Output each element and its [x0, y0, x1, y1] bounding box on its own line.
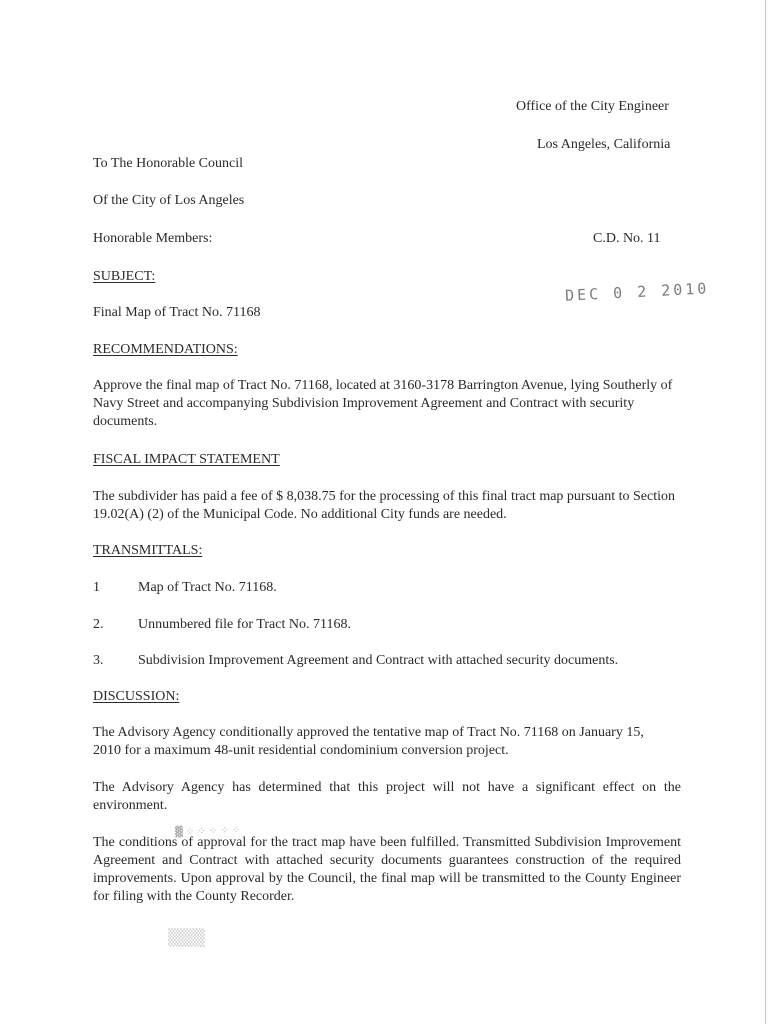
transmittals-heading: TRANSMITTALS:: [93, 543, 203, 558]
stamp-smudge: ▒▒▒: [168, 928, 205, 947]
discussion-paragraph-3: The conditions of approval for the tract map have been fulfilled. Transmitted Subdivision Improvement Agreement and Contract with attached security documents guarantees construction of the required improvements. Upon approval by the Council, the final map will be transmitted to the County Engineer for filing with the County Recorder.: [93, 835, 681, 904]
stamp-smudge: ▓ ⁘ ⁘ ⁘ ⁘ ⁘: [174, 824, 241, 839]
discussion-heading: DISCUSSION:: [93, 689, 180, 704]
recommendations-text: Approve the final map of Tract No. 71168, located at 3160-3178 Barrington Avenue, lying Southerly of Navy Street and accompanying Subdivision Improvement Agreement and Contract with security documents.: [93, 378, 673, 429]
discussion-paragraph-1: The Advisory Agency conditionally approved the tentative map of Tract No. 71168 on January 15, 2010 for a maximum 48-unit residential condominium conversion project.: [93, 725, 644, 758]
transmittal-number: 1: [93, 580, 100, 595]
address-line-2: Of the City of Los Angeles: [93, 193, 245, 208]
date-stamp: DEC 0 2 2010: [564, 279, 710, 305]
subject-text: Final Map of Tract No. 71168: [93, 305, 261, 320]
council-district: C.D. No. 11: [593, 231, 661, 246]
office-title: Office of the City Engineer: [516, 99, 669, 114]
transmittal-item: Subdivision Improvement Agreement and Contract with attached security documents.: [138, 653, 619, 668]
transmittal-item: Unnumbered file for Tract No. 71168.: [138, 617, 351, 632]
transmittal-item: Map of Tract No. 71168.: [138, 580, 277, 595]
fiscal-text: The subdivider has paid a fee of $ 8,038.75 for the processing of this final tract map pursuant to Section 19.02(A) (2) of the Municipal Code. No additional City funds are needed.: [93, 489, 676, 522]
salutation: Honorable Members:: [93, 231, 213, 246]
discussion-paragraph-2: The Advisory Agency has determined that this project will not have a significant effect on the environment.: [93, 780, 681, 813]
recommendations-heading: RECOMMENDATIONS:: [93, 342, 238, 357]
page-edge: [765, 0, 766, 1024]
office-location: Los Angeles, California: [537, 137, 671, 152]
subject-heading: SUBJECT:: [93, 269, 156, 284]
transmittal-number: 3.: [93, 653, 104, 668]
address-line-1: To The Honorable Council: [93, 156, 244, 171]
transmittal-number: 2.: [93, 617, 104, 632]
fiscal-heading: FISCAL IMPACT STATEMENT: [93, 452, 280, 467]
